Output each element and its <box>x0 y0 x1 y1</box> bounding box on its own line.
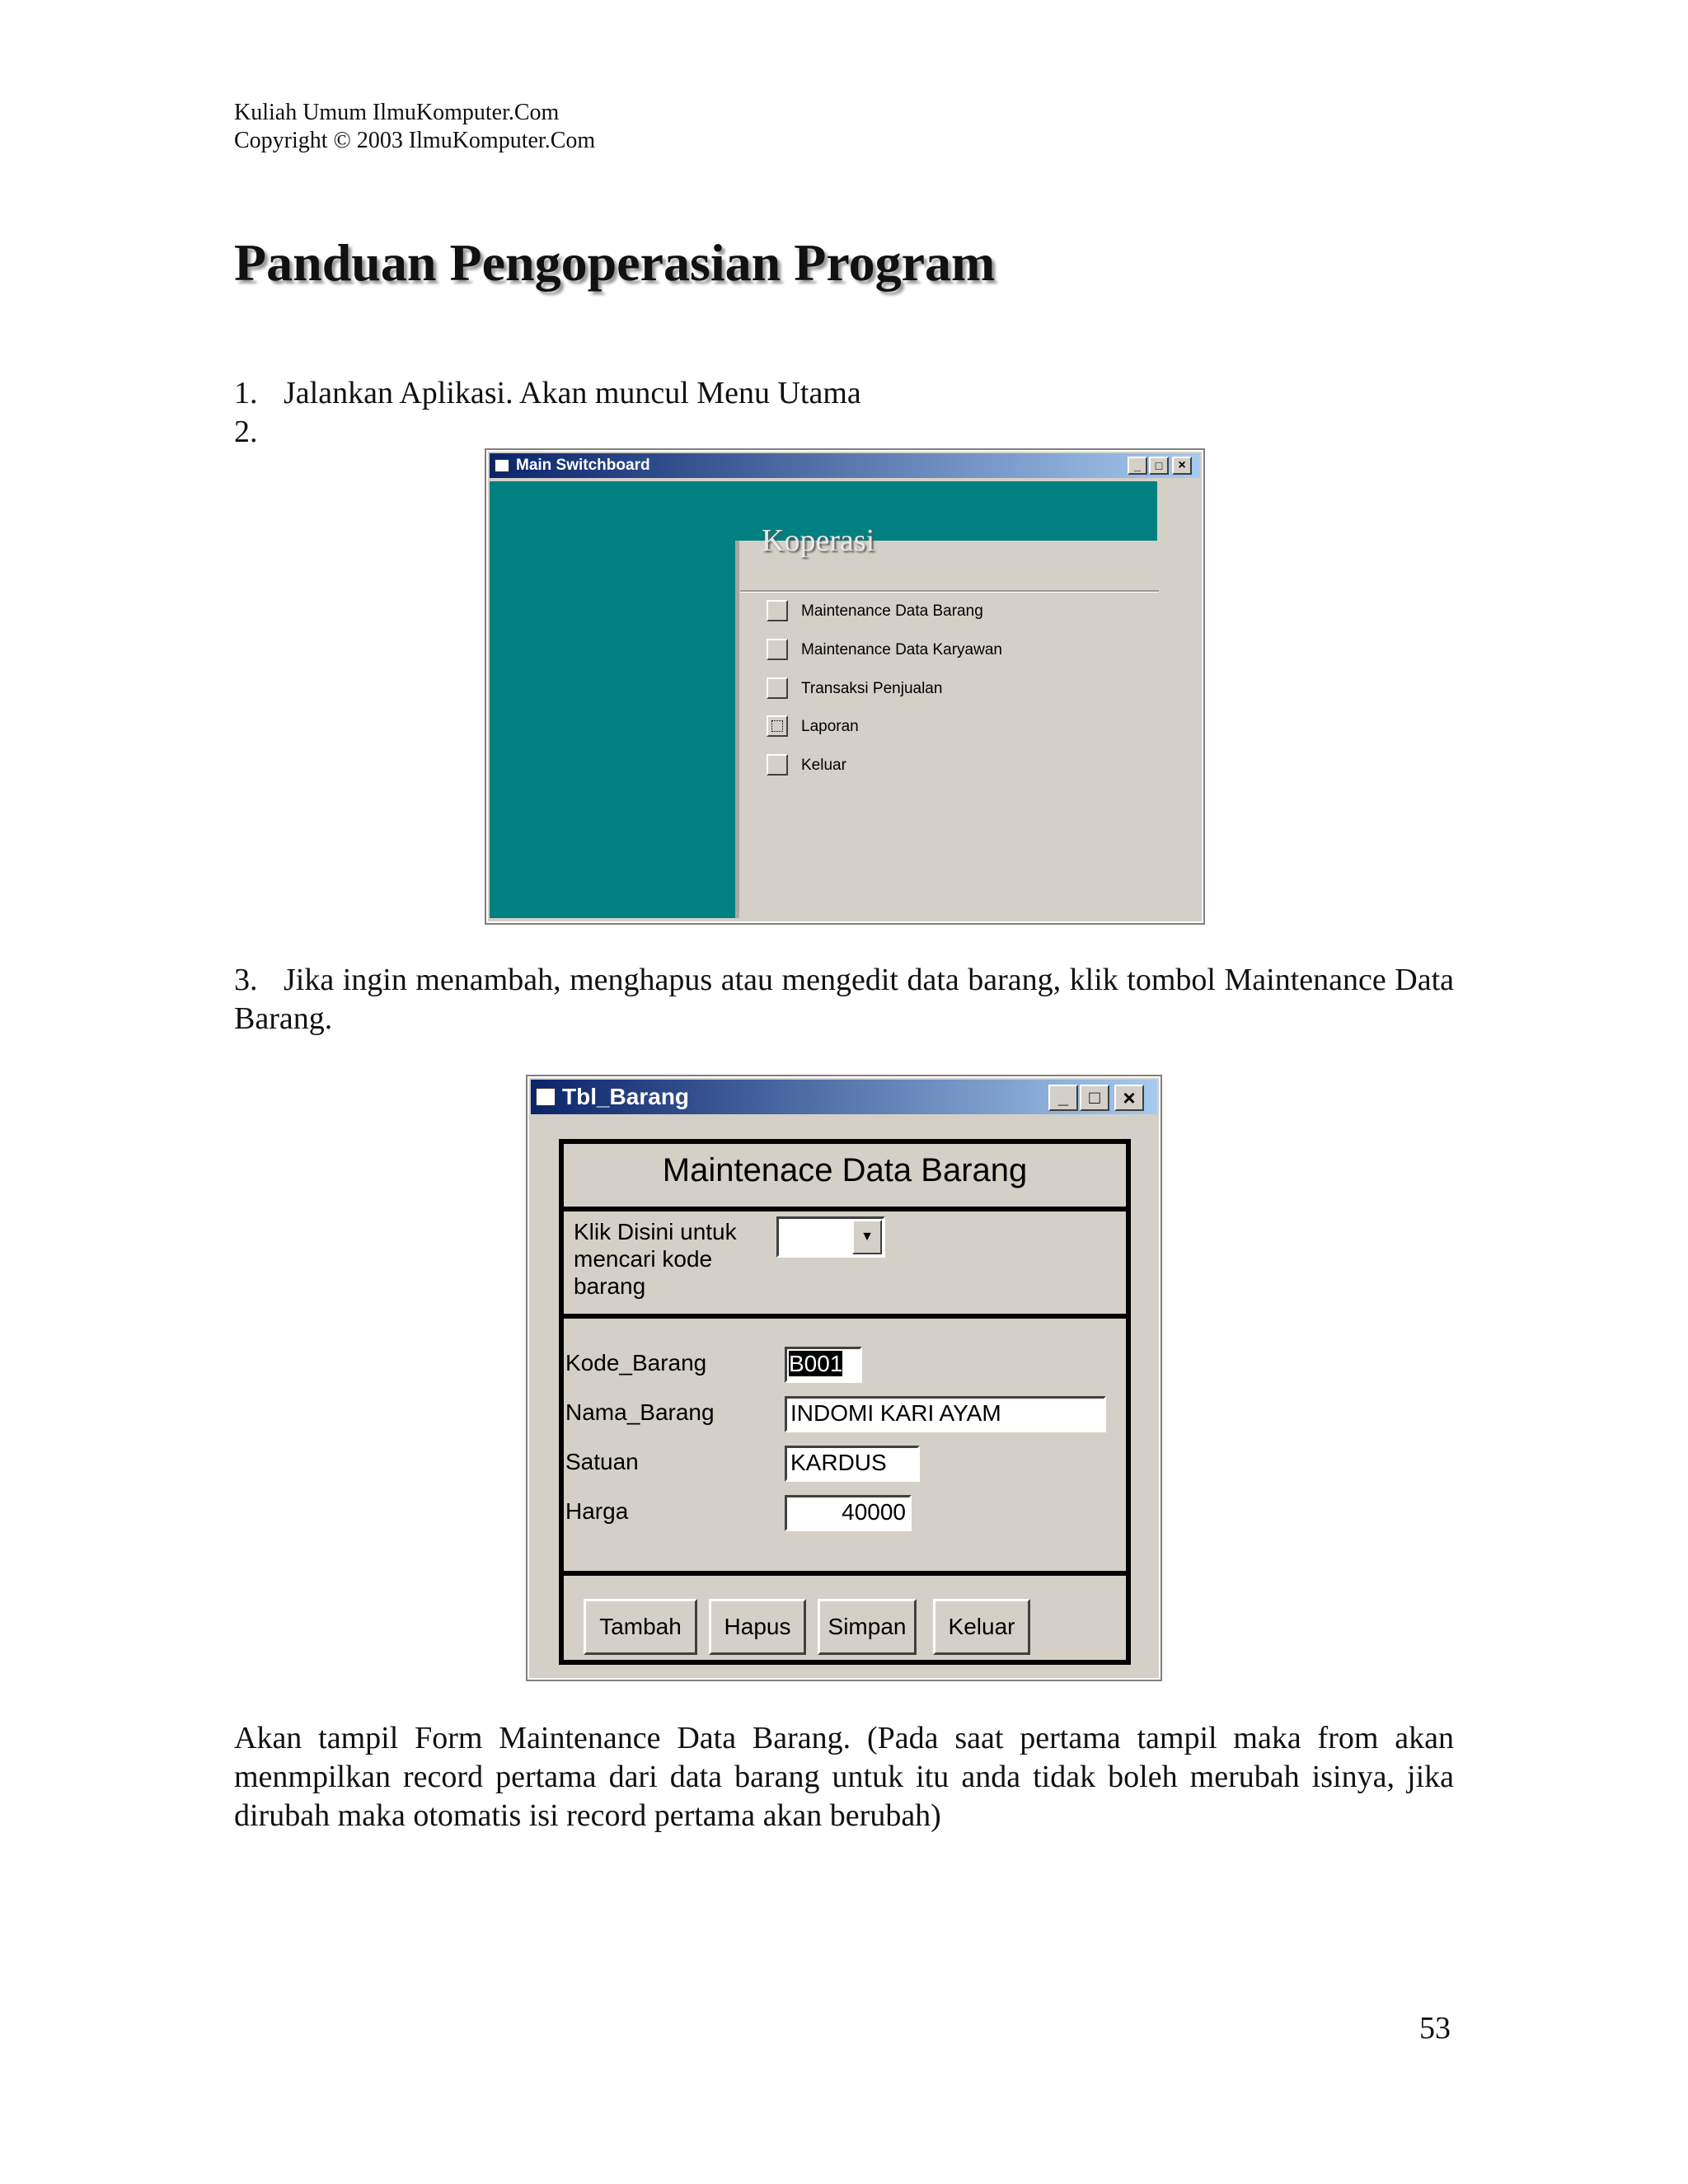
frame-left <box>559 1139 564 1665</box>
simpan-button[interactable]: Simpan <box>818 1599 917 1655</box>
switchboard-item-button[interactable] <box>767 639 788 660</box>
tambah-button[interactable]: Tambah <box>584 1599 697 1655</box>
form-icon <box>495 459 509 472</box>
switchboard-item-button[interactable] <box>767 677 788 699</box>
hapus-button[interactable]: Hapus <box>709 1599 806 1655</box>
switchboard-left-panel <box>490 481 735 918</box>
field-label-harga: Harga <box>565 1498 629 1524</box>
closing-paragraph: Akan tampil Form Maintenance Data Barang. (Pada saat pertama tampil maka from akan menmpilkan record pertama dari data barang untuk itu anda tidak boleh merubah isinya, jika dirubah maka otomatis isi record pertama akan berubah) <box>234 1721 1454 1833</box>
form-icon <box>536 1088 556 1106</box>
tbl-barang-title: Tbl_Barang <box>562 1084 690 1109</box>
page-title: Panduan Pengoperasian Program <box>234 233 996 292</box>
kode-barang-field[interactable] <box>785 1347 862 1383</box>
step-1 <box>234 374 861 413</box>
switchboard-item-maintenance-data-karyawan[interactable]: Maintenance Data Karyawan <box>801 641 1002 658</box>
tbl-barang-window <box>528 1076 1160 1680</box>
switchboard-item-laporan[interactable]: Laporan <box>801 718 859 735</box>
close-button[interactable]: × <box>1172 457 1192 475</box>
header-line-2: Copyright © 2003 IlmuKomputer.Com <box>234 128 596 153</box>
search-label: Klik Disini untuk mencari kode barang <box>574 1219 737 1299</box>
satuan-field[interactable]: KARDUS <box>785 1446 920 1482</box>
frame-divider-1 <box>559 1207 1131 1212</box>
switchboard-titlebar <box>490 453 1200 478</box>
step-3 <box>234 961 1454 1038</box>
switchboard-item-button[interactable] <box>767 600 788 621</box>
kode-barang-value: B001 <box>789 1351 843 1376</box>
step-number: 2. <box>234 415 258 449</box>
switchboard-heading: Koperasi <box>762 523 875 558</box>
minimize-button[interactable]: _ <box>1048 1085 1078 1111</box>
switchboard-title: Main Switchboard <box>516 457 650 474</box>
switchboard-item-button[interactable] <box>767 715 788 737</box>
frame-divider-2 <box>559 1314 1131 1319</box>
step-text: Jika ingin menambah, menghapus atau mengedit data barang, klik tombol Maintenance Data Barang. <box>234 963 1454 1036</box>
field-label-satuan: Satuan <box>565 1449 639 1474</box>
nama-barang-field[interactable]: INDOMI KARI AYAM <box>785 1396 1106 1432</box>
switchboard-item-keluar[interactable]: Keluar <box>801 757 846 774</box>
step-2 <box>234 413 284 452</box>
frame-top <box>559 1139 1131 1144</box>
form-heading: Maintenace Data Barang <box>662 1152 1028 1188</box>
step-number: 3. <box>234 963 258 997</box>
switchboard-window <box>486 450 1203 923</box>
heading-divider <box>740 590 1159 593</box>
header-line-1: Kuliah Umum IlmuKomputer.Com <box>234 100 560 125</box>
frame-right <box>1126 1139 1131 1665</box>
field-label-nama-barang: Nama_Barang <box>565 1399 715 1425</box>
close-button[interactable]: × <box>1114 1085 1144 1111</box>
switchboard-item-transaksi-penjualan[interactable]: Transaksi Penjualan <box>801 680 943 697</box>
switchboard-item-button[interactable] <box>767 754 788 776</box>
maximize-button[interactable]: □ <box>1080 1085 1109 1111</box>
step-text: Jalankan Aplikasi. Akan muncul Menu Utama <box>284 376 861 410</box>
step-number: 1. <box>234 376 258 410</box>
frame-bottom <box>559 1660 1131 1665</box>
switchboard-item-maintenance-data-barang[interactable]: Maintenance Data Barang <box>801 602 983 620</box>
harga-field[interactable]: 40000 <box>785 1495 912 1531</box>
chevron-down-icon[interactable]: ▼ <box>852 1220 882 1254</box>
frame-divider-3 <box>559 1571 1131 1576</box>
minimize-button[interactable]: _ <box>1128 457 1147 475</box>
maximize-button[interactable]: □ <box>1149 457 1169 475</box>
field-label-kode-barang: Kode_Barang <box>565 1350 707 1376</box>
keluar-button[interactable]: Keluar <box>933 1599 1030 1655</box>
page-number: 53 <box>1419 2011 1451 2046</box>
